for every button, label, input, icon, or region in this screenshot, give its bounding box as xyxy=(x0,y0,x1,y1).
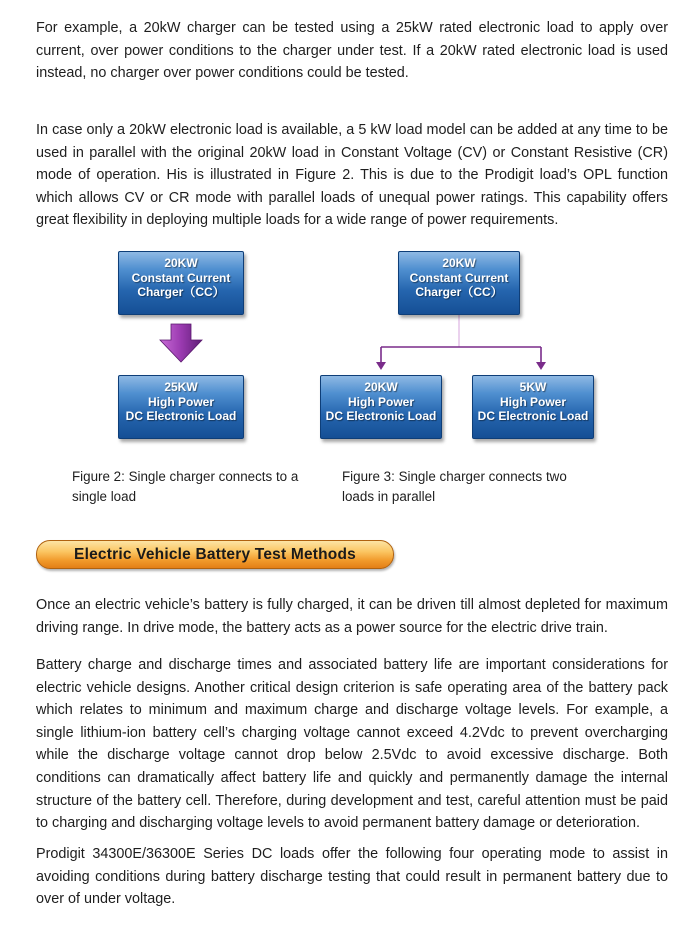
fig3-load-right-line2: High Power xyxy=(499,394,566,409)
figure3-caption: Figure 3: Single charger connects two loads in parallel xyxy=(342,469,567,504)
fig2-charger-power: 20KW xyxy=(164,256,198,270)
paragraph-drive-mode: Once an electric vehicle’s battery is fully charged, it can be driven till almost depleted for maximum driving range. In drive mode, the battery acts as a power source for the electric drive train. xyxy=(36,597,668,636)
fig2-load-box xyxy=(118,375,244,439)
fig2-charger-line2: Constant Current xyxy=(131,270,231,285)
fig3-charger-line3: Charger（CC） xyxy=(415,285,503,300)
fig3-charger-power: 20KW xyxy=(442,256,476,270)
paragraph-parallel-loads: In case only a 20kW electronic load is available, a 5 kW load model can be added at any time to be used in parallel with the original 20kW load in Constant Voltage (CV) or Constant Resistive (CR) mode of operation. His is illustrated in Figure 2. This is due to the Prodigit load’s OPL function which allows CV or CR mode with parallel loads of unequal power ratings. This capability offers great flexibility in deploying multiple loads for a wide range of power requirements. xyxy=(36,122,668,229)
arrowhead-left-icon xyxy=(376,362,386,370)
section-title: Electric Vehicle Battery Test Methods xyxy=(74,546,356,563)
fig3-load-left-box xyxy=(320,375,442,439)
fig2-load-power: 25KW xyxy=(164,380,198,394)
fig3-load-left-power: 20KW xyxy=(364,380,398,394)
fig2-charger-line3: Charger（CC） xyxy=(137,285,225,300)
section-header xyxy=(36,540,394,569)
fig3-load-right-power: 5KW xyxy=(519,380,547,394)
fig2-charger-box xyxy=(118,251,244,315)
paragraph-battery-considerations: Battery charge and discharge times and associated battery life are important considerations for electric vehicle designs. Another critical design criterion is safe operating area of the battery pack which relates to minimum and maximum charge and discharge voltage levels. For example, a single lithium-ion battery cell’s charging voltage cannot exceed 4.2Vdc to prevent overcharging while the discharge voltage cannot drop below 2.5Vdc to avoid excessive discharge. Both conditions can dramatically affect battery life and quickly and permanently damage the internal structure of the battery cell. Therefore, during development and test, careful attention must be paid to charging and discharging voltage levels to avoid permanent battery damage or deterioration. xyxy=(36,657,668,832)
down-arrow-icon xyxy=(160,324,202,362)
fig3-charger-box xyxy=(398,251,520,315)
fig2-load-line2: High Power xyxy=(147,394,214,409)
fig3-load-right-box xyxy=(472,375,594,439)
figure2-caption: Figure 2: Single charger connects to a single load xyxy=(72,469,299,504)
paragraph-operating-modes: Prodigit 34300E/36300E Series DC loads offer the following four operating mode to assist in avoiding conditions during battery discharge testing that could result in permanent battery due to over of under voltage. xyxy=(36,846,668,908)
fig2-load-line3: DC Electronic Load xyxy=(125,409,237,424)
fig3-load-left-line3: DC Electronic Load xyxy=(325,409,437,424)
fig3-load-right-line3: DC Electronic Load xyxy=(477,409,589,424)
arrowhead-right-icon xyxy=(536,362,546,370)
split-connector-icon xyxy=(381,315,541,363)
fig3-charger-line2: Constant Current xyxy=(409,270,509,285)
paragraph-overpower-example: For example, a 20kW charger can be tested using a 25kW rated electronic load to apply over current, over power conditions to the charger under test. If a 20kW rated electronic load is used instead, no charger over power conditions could be tested. xyxy=(36,20,668,82)
fig3-load-left-line2: High Power xyxy=(347,394,414,409)
